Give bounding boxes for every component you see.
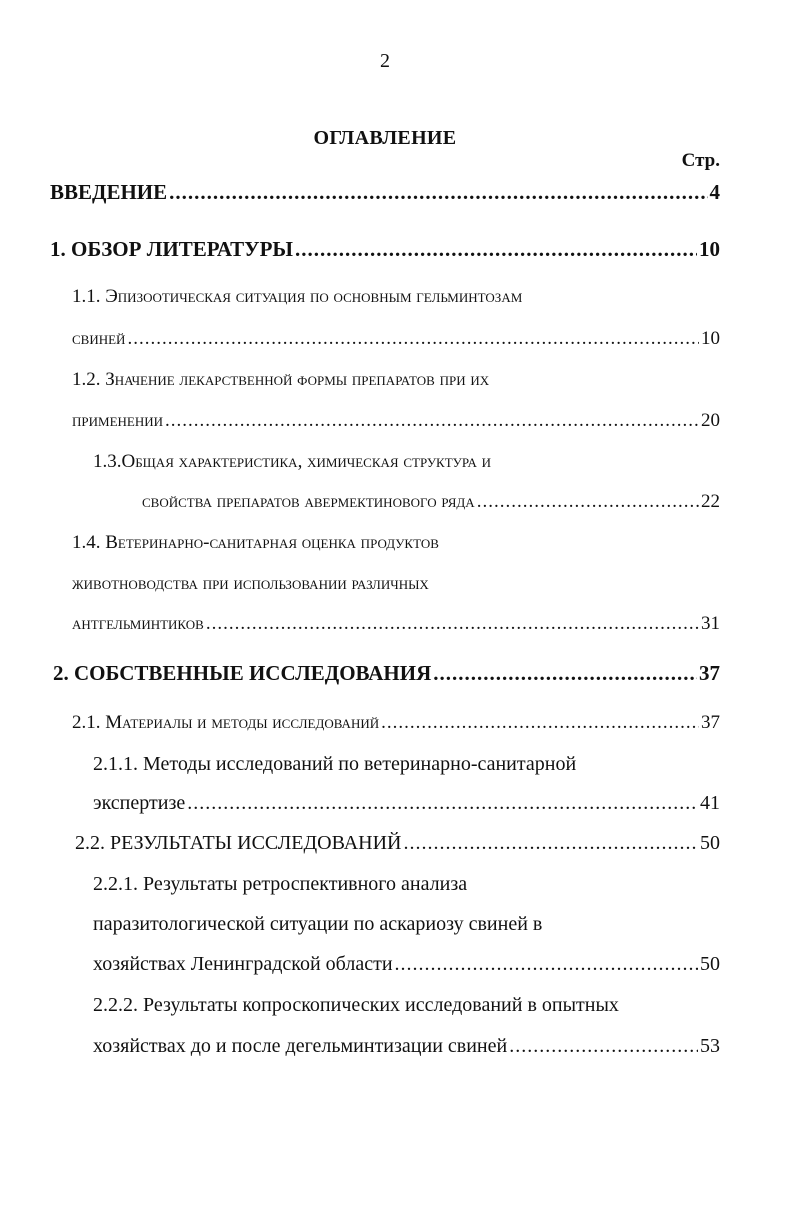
toc-entry-title: антгельминтиков [72, 613, 204, 634]
toc-entry-2-1[interactable] [72, 712, 720, 734]
toc-entry-2-2-1-line2[interactable]: паразитологической ситуации по аскариозу свиней в [93, 913, 543, 935]
toc-entry-2-2-2-line1[interactable]: 2.2.2. Результаты копроскопических исследований в опытных [93, 994, 619, 1016]
toc-entry-1-3[interactable] [142, 491, 720, 513]
toc-entry-2-1-1[interactable] [93, 792, 720, 815]
toc-entry-2-1-1-line1[interactable]: 2.1.1. Методы исследований по ветеринарно-санитарной [93, 753, 577, 775]
toc-entry-1-1[interactable] [72, 328, 720, 350]
toc-entry-title: 2. СОБСТВЕННЫЕ ИССЛЕДОВАНИЯ [53, 661, 432, 685]
dot-leader [206, 613, 699, 635]
toc-entry-1-2-line1[interactable]: 1.2. Значение лекарственной формы препаратов при их [72, 369, 490, 390]
toc-entry-title: 2.1. Материалы и методы исследований [72, 712, 380, 733]
toc-entry-1-2[interactable] [72, 410, 720, 432]
toc-entry-title: экспертизе [93, 792, 186, 814]
page-column-label: Стр. [681, 150, 720, 171]
toc-entry-page: 31 [701, 613, 720, 634]
toc-entry-page: 41 [700, 792, 720, 814]
toc-entry-chapter-1[interactable] [50, 237, 720, 262]
dot-leader [187, 792, 698, 815]
toc-entry-page: 50 [700, 953, 720, 975]
page-number: 2 [380, 50, 390, 72]
toc-entry-2-2-1-line1[interactable]: 2.2.1. Результаты ретроспективного анализа [93, 873, 468, 895]
dot-leader [295, 237, 697, 262]
toc-entry-title: ВВЕДЕНИЕ [50, 180, 168, 204]
toc-entry-title: хозяйствах до и после дегельминтизации свиней [93, 1035, 508, 1057]
toc-entry-page: 22 [701, 491, 720, 512]
toc-entry-1-3-line1[interactable]: 1.3.Общая характеристика, химическая структура и [93, 451, 491, 472]
page-title: ОГЛАВЛЕНИЕ [313, 127, 457, 149]
toc-entry-2-2-1[interactable] [93, 953, 720, 976]
dot-leader [403, 832, 698, 855]
toc-entry-1-4-line2[interactable]: животноводства при использовании различных [72, 573, 429, 594]
toc-entry-page: 37 [699, 661, 720, 685]
dot-leader [477, 491, 699, 513]
toc-entry-title: применении [72, 410, 163, 431]
toc-entry-page: 53 [700, 1035, 720, 1057]
toc-entry-intro[interactable] [50, 180, 720, 205]
toc-entry-title: 2.2. РЕЗУЛЬТАТЫ ИССЛЕДОВАНИЙ [75, 832, 402, 854]
toc-entry-page: 37 [701, 712, 720, 733]
dot-leader [169, 180, 707, 205]
dot-leader [381, 712, 699, 734]
toc-entry-title: 1. ОБЗОР ЛИТЕРАТУРЫ [50, 237, 294, 261]
toc-entry-title: свойства препаратов авермектинового ряда [142, 491, 475, 512]
toc-entry-page: 10 [699, 237, 720, 261]
toc-entry-2-2[interactable] [75, 832, 720, 855]
toc-entry-chapter-2[interactable] [53, 661, 720, 686]
toc-entry-title: свиней [72, 328, 126, 349]
dot-leader [509, 1035, 698, 1058]
toc-entry-page: 20 [701, 410, 720, 431]
toc-entry-page: 10 [701, 328, 720, 349]
dot-leader [395, 953, 698, 976]
dot-leader [433, 661, 697, 686]
toc-entry-2-2-2[interactable] [93, 1035, 720, 1058]
dot-leader [127, 328, 699, 350]
dot-leader [165, 410, 699, 432]
toc-entry-page: 50 [700, 832, 720, 854]
toc-entry-1-4[interactable] [72, 613, 720, 635]
toc-entry-title: хозяйствах Ленинградской области [93, 953, 393, 975]
toc-entry-1-4-line1[interactable]: 1.4. Ветеринарно-санитарная оценка продуктов [72, 532, 439, 553]
toc-entry-page: 4 [709, 180, 720, 204]
toc-entry-1-1-line1[interactable]: 1.1. Эпизоотическая ситуация по основным гельминтозам [72, 286, 523, 307]
